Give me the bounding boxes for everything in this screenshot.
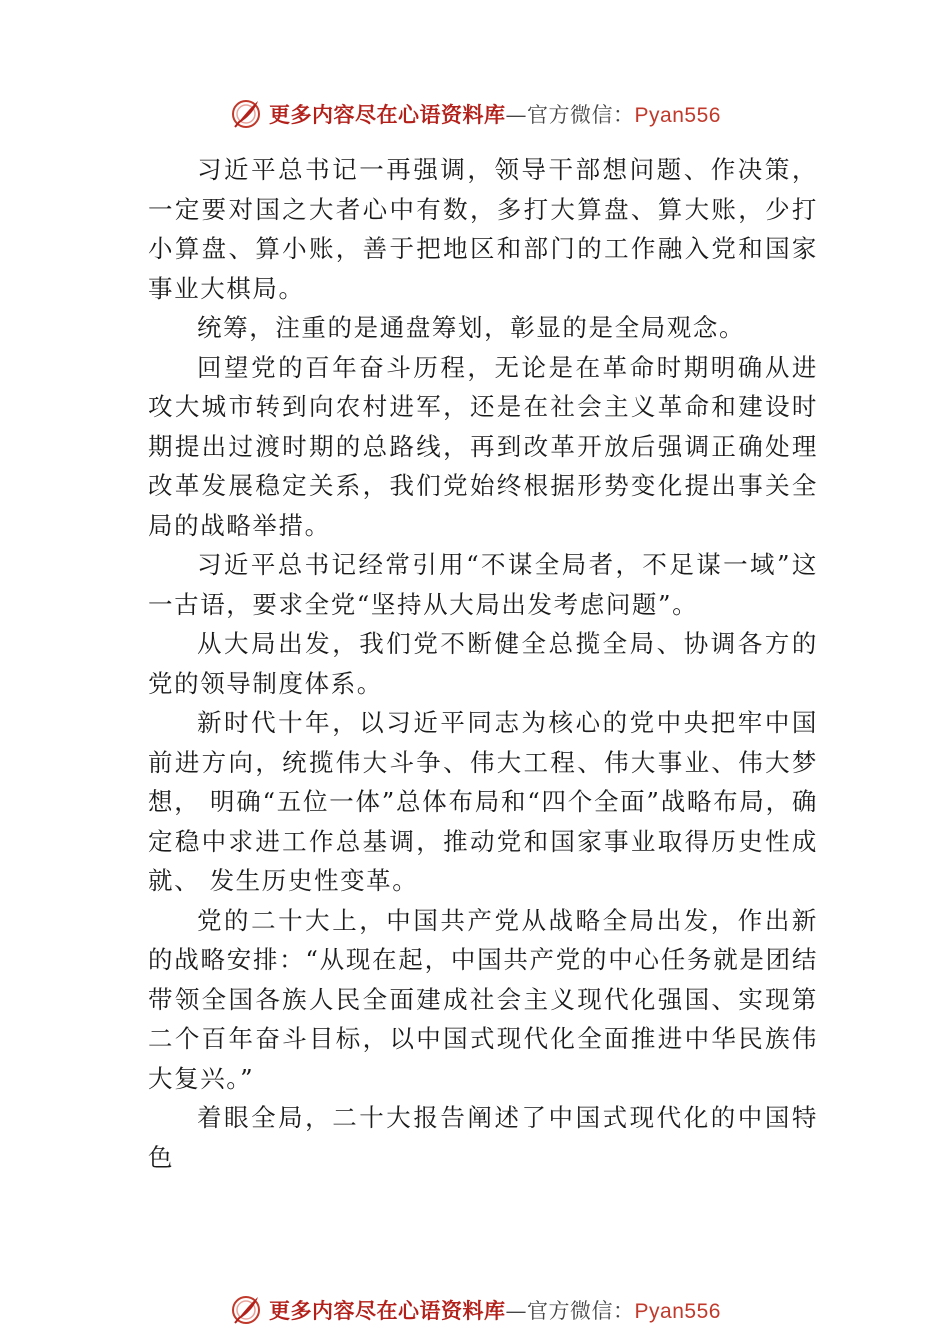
footer-banner xyxy=(0,1290,950,1330)
header-text xyxy=(269,99,721,129)
paragraph: 新时代十年，以习近平同志为核心的党中央把牢中国前进方向，统揽伟大斗争、伟大工程、伟大事业、伟大梦想， 明确“五位一体”总体布局和“四个全面”战略布局，确定稳中求进工作总基调，推动党和国家事业取得历史性成就、 发生历史性变革。 xyxy=(148,708,818,895)
footer-label: 官方微信： xyxy=(527,1299,635,1323)
paragraph: 回望党的百年奋斗历程，无论是在革命时期明确从进攻大城市转到向农村进军，还是在社会主义革命和建设时期提出过渡时期的总路线，再到改革开放后强调正确处理改革发展稳定关系，我们党始终根据形势变化提出事关全局的战略举措。 xyxy=(148,352,818,540)
footer-wechat-id: Pyan556 xyxy=(634,1300,721,1323)
header-label: 官方微信： xyxy=(527,103,635,127)
paragraph: 习近平总书记经常引用“不谋全局者，不足谋一域”这一古语，要求全党“坚持从大局出发考虑问题”。 xyxy=(148,550,818,619)
paragraph: 统筹，注重的是通盘筹划，彰显的是全局观念。 xyxy=(197,313,746,342)
footer-dash: — xyxy=(505,1299,528,1323)
paragraph: 着眼全局，二十大报告阐述了中国式现代化的中国特色 xyxy=(148,1103,818,1172)
header-dash: — xyxy=(505,103,528,127)
header-banner xyxy=(0,94,950,134)
header-wechat-id: Pyan556 xyxy=(634,104,721,127)
quill-pen-icon xyxy=(229,97,263,131)
paragraph: 从大局出发，我们党不断健全总揽全局、协调各方的党的领导制度体系。 xyxy=(148,629,818,698)
footer-brand: 更多内容尽在心语资料库 xyxy=(269,1298,506,1323)
paragraph: 习近平总书记一再强调，领导干部想问题、作决策，一定要对国之大者心中有数，多打大算盘、算大账，少打小算盘、算小账，善于把地区和部门的工作融入党和国家事业大棋局。 xyxy=(148,155,818,303)
article-body xyxy=(148,150,818,1177)
quill-pen-icon xyxy=(229,1293,263,1327)
footer-text xyxy=(269,1295,721,1325)
header-brand: 更多内容尽在心语资料库 xyxy=(269,102,506,127)
paragraph: 党的二十大上，中国共产党从战略全局出发，作出新的战略安排：“从现在起，中国共产党的中心任务就是团结带领全国各族人民全面建成社会主义现代化强国、实现第二个百年奋斗目标，以中国式现代化全面推进中华民族伟大复兴。” xyxy=(148,905,818,1093)
